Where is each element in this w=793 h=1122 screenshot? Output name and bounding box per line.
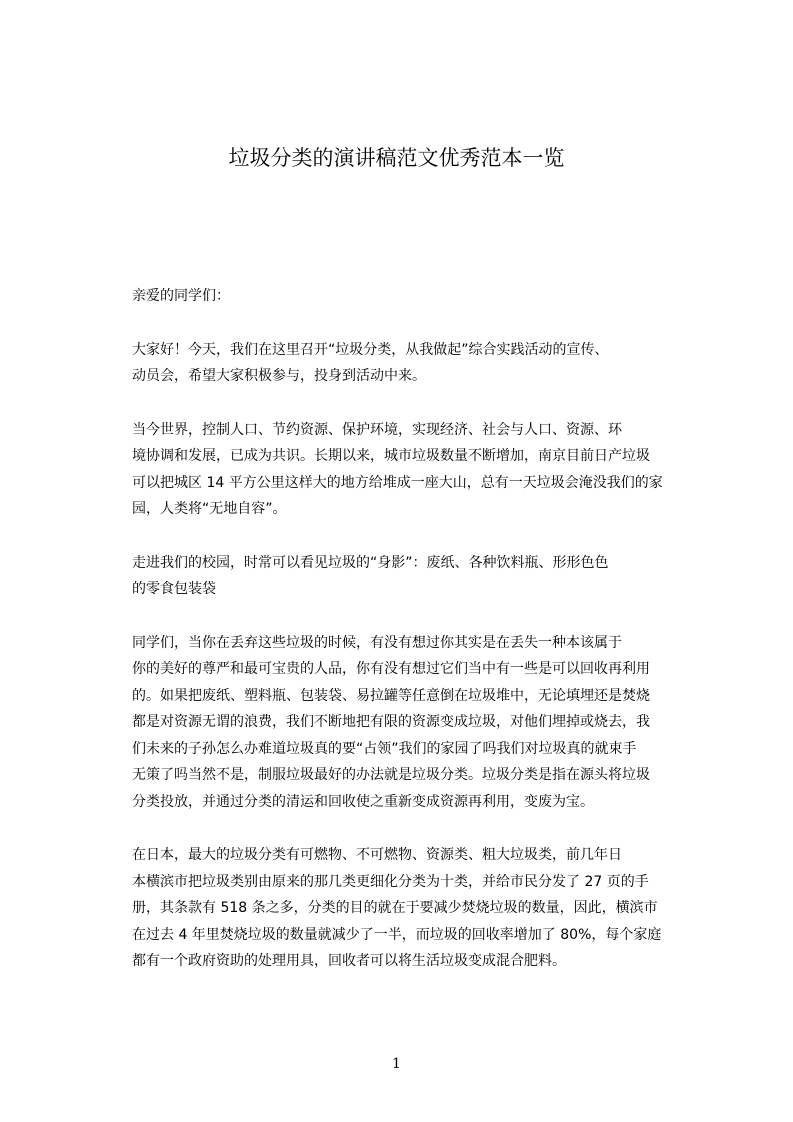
paragraph-world-context — [104, 417, 700, 523]
text-line: 你的美好的尊严和最可宝贵的人品，你有没有想过它们当中有一些是可以回收再利用 — [132, 661, 650, 677]
paragraph-greeting — [104, 337, 700, 390]
paragraph-gap — [104, 815, 700, 842]
paragraph-salutation — [104, 283, 700, 310]
text-line: 分类投放，并通过分类的清运和回收使之重新变成资源再利用，变废为宝。 — [132, 793, 594, 810]
document-body — [104, 283, 700, 975]
text-line: 动员会，希望大家积极参与，投身到活动中来。 — [132, 368, 426, 384]
paragraph-gap — [104, 310, 700, 337]
text-line: 册，其条款有 518 条之多，分类的目的就在于要减少焚烧垃圾的数量，因此，横滨市 — [132, 900, 658, 916]
paragraph-campus — [104, 550, 700, 603]
text-line: 大家好！今天，我们在这里召开“垃圾分类，从我做起”综合实践活动的宣传、 — [132, 341, 609, 358]
text-line: 们未来的子孙怎么办难道垃圾真的要“占领”我们的家园了吗我们对垃圾真的就束手 — [132, 740, 637, 757]
paragraph-gap — [104, 523, 700, 550]
text-line: 在日本，最大的垃圾分类有可燃物、不可燃物、资源类、粗大垃圾类，前几年日 — [132, 847, 622, 863]
document-title: 垃圾分类的演讲稿范文优秀范本一览 — [228, 146, 565, 170]
text-line: 都是对资源无谓的浪费，我们不断地把有限的资源变成垃圾，对他们埋掉或烧去，我 — [132, 714, 650, 730]
text-line: 走进我们的校园，时常可以看见垃圾的“身影”：废纸、各种饮料瓶、形形色色 — [132, 554, 609, 571]
paragraph-japan — [104, 842, 700, 975]
text-line: 的。如果把废纸、塑料瓶、包装袋、易拉罐等任意倒在垃圾堆中，无论填埋还是焚烧 — [132, 687, 650, 704]
text-line: 无策了吗当然不是，制服垃圾最好的办法就是垃圾分类。垃圾分类是指在源头将垃圾 — [132, 767, 650, 783]
text-line: 亲爱的同学们： — [132, 288, 230, 304]
text-line: 可以把城区 14 平方公里这样大的地方给堆成一座大山，总有一天垃圾会淹没我们的家 — [132, 474, 663, 491]
paragraph-gap — [104, 603, 700, 630]
text-line: 当今世界，控制人口、节约资源、保护环境，实现经济、社会与人口、资源、环 — [132, 421, 622, 438]
text-line: 同学们，当你在丢弃这些垃圾的时候，有没有想过你其实是在丢失一种本该属于 — [132, 634, 622, 651]
paragraph-classmates — [104, 630, 700, 816]
text-line: 都有一个政府资助的处理用具，回收者可以将生活垃圾变成混合肥料。 — [132, 953, 566, 969]
text-line: 园，人类将“无地自容”。 — [132, 501, 287, 517]
text-line: 本横滨市把垃圾类别由原来的那几类更细化分类为十类，并给市民分发了 27 页的手 — [132, 873, 649, 890]
text-line: 境协调和发展，已成为共识。长期以来，城市垃圾数量不断增加，南京目前日产垃圾 — [132, 448, 650, 464]
text-line: 在过去 4 年里焚烧垃圾的数量就减少了一半，而垃圾的回收率增加了 80%，每个家庭 — [132, 926, 662, 943]
text-line: 的零食包装袋 — [132, 581, 216, 597]
page-number: 1 — [392, 1056, 401, 1072]
paragraph-gap — [104, 390, 700, 417]
